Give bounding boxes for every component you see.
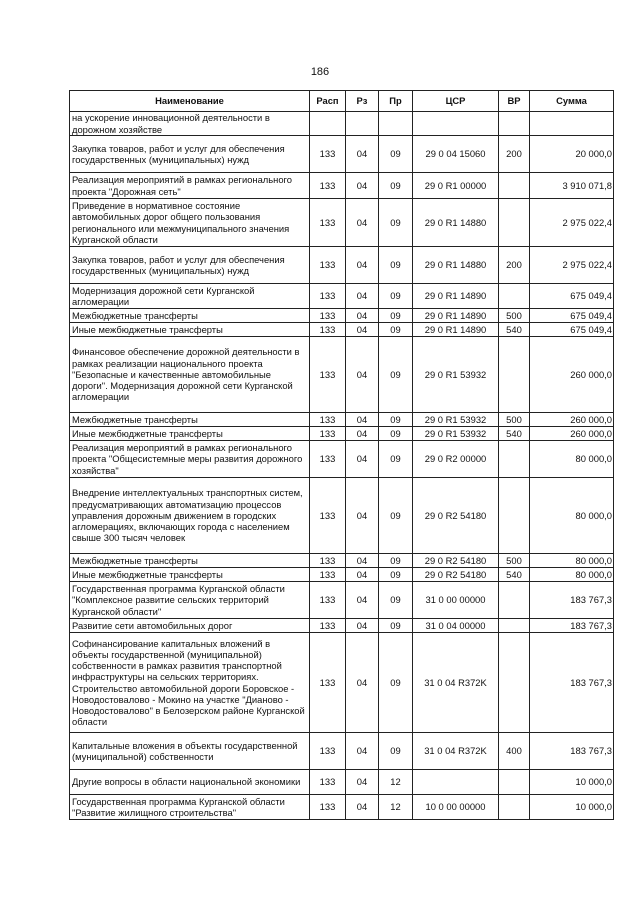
cell-rz [346,112,379,136]
cell-rasp: 133 [310,568,346,582]
cell-rasp: 133 [310,247,346,284]
table-row [70,337,614,413]
cell-sum: 10 000,0 [530,770,614,795]
cell-pr: 09 [379,199,413,247]
cell-csr: 29 0 R2 54180 [413,478,499,554]
header-vr: ВР [499,91,530,112]
cell-pr: 09 [379,173,413,199]
cell-csr: 29 0 R1 14890 [413,284,499,309]
table-row [70,173,614,199]
cell-vr [499,112,530,136]
cell-name: Приведение в нормативное состояние автомобильных дорог общего пользования регионального или межмуниципального значения Курганской области [70,199,310,247]
cell-name: Другие вопросы в области национальной экономики [70,770,310,795]
cell-pr: 09 [379,568,413,582]
cell-rz: 04 [346,568,379,582]
cell-pr: 09 [379,478,413,554]
cell-rz: 04 [346,633,379,733]
header-rasp: Расп [310,91,346,112]
table-row [70,284,614,309]
table-row [70,247,614,284]
cell-rasp: 133 [310,633,346,733]
cell-rasp: 133 [310,427,346,441]
cell-pr: 09 [379,441,413,478]
cell-pr: 09 [379,633,413,733]
cell-rasp [310,112,346,136]
cell-vr: 500 [499,309,530,323]
cell-vr [499,770,530,795]
table-row [70,582,614,619]
cell-name: Закупка товаров, работ и услуг для обеспечения государственных (муниципальных) нужд [70,136,310,173]
cell-sum: 3 910 071,8 [530,173,614,199]
cell-sum: 675 049,4 [530,309,614,323]
cell-rz: 04 [346,733,379,770]
cell-name: Модернизация дорожной сети Курганской агломерации [70,284,310,309]
cell-pr: 09 [379,733,413,770]
cell-rz: 04 [346,619,379,633]
cell-vr [499,582,530,619]
cell-vr: 200 [499,247,530,284]
cell-rz: 04 [346,284,379,309]
header-rz: Рз [346,91,379,112]
cell-rz: 04 [346,309,379,323]
cell-name: Государственная программа Курганской области "Развитие жилищного строительства" [70,795,310,820]
cell-name: Закупка товаров, работ и услуг для обеспечения государственных (муниципальных) нужд [70,247,310,284]
cell-vr [499,173,530,199]
table-row [70,478,614,554]
cell-sum: 2 975 022,4 [530,199,614,247]
cell-name: Внедрение интеллектуальных транспортных систем, предусматривающих автоматизацию процессов управления дорожным движением в городских агломерациях, включающих города с населением свыше 300 тысяч человек [70,478,310,554]
cell-csr [413,770,499,795]
cell-csr: 29 0 04 15060 [413,136,499,173]
table-row [70,199,614,247]
cell-csr: 31 0 04 R372K [413,633,499,733]
cell-vr [499,478,530,554]
cell-sum: 80 000,0 [530,478,614,554]
cell-pr: 09 [379,247,413,284]
header-pr: Пр [379,91,413,112]
cell-rasp: 133 [310,770,346,795]
header-name: Наименование [70,91,310,112]
cell-name: Капитальные вложения в объекты государственной (муниципальной) собственности [70,733,310,770]
cell-sum: 183 767,3 [530,582,614,619]
cell-pr: 12 [379,770,413,795]
cell-name: Реализация мероприятий в рамках регионального проекта "Общесистемные меры развития дорожного хозяйства" [70,441,310,478]
cell-vr [499,284,530,309]
table-row [70,633,614,733]
cell-rasp: 133 [310,173,346,199]
cell-rz: 04 [346,441,379,478]
table-row [70,441,614,478]
cell-rasp: 133 [310,619,346,633]
cell-csr: 10 0 00 00000 [413,795,499,820]
table-row [70,427,614,441]
cell-name: Развитие сети автомобильных дорог [70,619,310,633]
cell-name: Государственная программа Курганской области "Комплексное развитие сельских территорий Курганской области" [70,582,310,619]
cell-vr: 400 [499,733,530,770]
cell-rz: 04 [346,323,379,337]
cell-sum: 675 049,4 [530,284,614,309]
cell-csr: 29 0 R1 53932 [413,337,499,413]
cell-rasp: 133 [310,478,346,554]
cell-sum: 80 000,0 [530,441,614,478]
header-csr: ЦСР [413,91,499,112]
table-row [70,136,614,173]
cell-sum: 183 767,3 [530,619,614,633]
cell-rz: 04 [346,247,379,284]
cell-pr: 09 [379,582,413,619]
cell-vr: 540 [499,568,530,582]
cell-rz: 04 [346,173,379,199]
cell-rasp: 133 [310,582,346,619]
cell-sum [530,112,614,136]
cell-name: Иные межбюджетные трансферты [70,323,310,337]
cell-csr: 29 0 R1 53932 [413,427,499,441]
table-row [70,619,614,633]
cell-vr: 500 [499,554,530,568]
cell-pr: 09 [379,554,413,568]
cell-sum: 675 049,4 [530,323,614,337]
cell-name: на ускорение инновационной деятельности в дорожном хозяйстве [70,112,310,136]
cell-vr: 500 [499,413,530,427]
cell-rz: 04 [346,554,379,568]
cell-vr [499,795,530,820]
cell-pr: 09 [379,136,413,173]
budget-table [69,90,614,820]
cell-pr: 09 [379,427,413,441]
cell-rasp: 133 [310,323,346,337]
table-row [70,323,614,337]
cell-rasp: 133 [310,795,346,820]
cell-pr: 09 [379,337,413,413]
cell-csr: 29 0 R1 53932 [413,413,499,427]
cell-pr [379,112,413,136]
cell-name: Межбюджетные трансферты [70,554,310,568]
cell-vr: 540 [499,323,530,337]
table-row [70,568,614,582]
cell-pr: 09 [379,323,413,337]
cell-sum: 10 000,0 [530,795,614,820]
cell-name: Межбюджетные трансферты [70,309,310,323]
cell-rz: 04 [346,770,379,795]
cell-rz: 04 [346,199,379,247]
table-row [70,770,614,795]
cell-rasp: 133 [310,441,346,478]
cell-rasp: 133 [310,554,346,568]
cell-rasp: 133 [310,733,346,770]
cell-vr [499,441,530,478]
cell-vr [499,199,530,247]
cell-vr: 200 [499,136,530,173]
cell-rasp: 133 [310,199,346,247]
cell-pr: 09 [379,284,413,309]
cell-csr: 29 0 R2 54180 [413,554,499,568]
cell-sum: 80 000,0 [530,568,614,582]
table-row [70,309,614,323]
cell-vr [499,633,530,733]
cell-sum: 260 000,0 [530,413,614,427]
cell-csr: 31 0 04 R372K [413,733,499,770]
cell-vr [499,619,530,633]
cell-sum: 20 000,0 [530,136,614,173]
cell-sum: 183 767,3 [530,733,614,770]
table-row [70,733,614,770]
cell-sum: 2 975 022,4 [530,247,614,284]
page-number: 186 [310,66,330,78]
cell-rasp: 133 [310,136,346,173]
cell-name: Иные межбюджетные трансферты [70,427,310,441]
table-row [70,112,614,136]
table-row [70,795,614,820]
cell-sum: 260 000,0 [530,337,614,413]
cell-sum: 260 000,0 [530,427,614,441]
cell-csr: 31 0 00 00000 [413,582,499,619]
cell-pr: 09 [379,309,413,323]
cell-csr: 29 0 R2 54180 [413,568,499,582]
cell-name: Софинансирование капитальных вложений в объекты государственной (муниципальной) собственности в рамках развития транспортной инфраструктуры на сельских территориях. Строительство автомобильной дороги Боровское - Новодостовалово - Мокино на участке "Дианово - Новодостовалово" в Белозерском районе Курганской области [70,633,310,733]
cell-rasp: 133 [310,337,346,413]
cell-rasp: 133 [310,284,346,309]
cell-pr: 12 [379,795,413,820]
cell-rz: 04 [346,582,379,619]
cell-csr: 29 0 R1 14890 [413,323,499,337]
table-row [70,413,614,427]
cell-rasp: 133 [310,309,346,323]
cell-name: Реализация мероприятий в рамках регионального проекта "Дорожная сеть" [70,173,310,199]
cell-csr: 29 0 R2 00000 [413,441,499,478]
cell-vr [499,337,530,413]
cell-rz: 04 [346,337,379,413]
cell-name: Межбюджетные трансферты [70,413,310,427]
cell-name: Иные межбюджетные трансферты [70,568,310,582]
cell-csr [413,112,499,136]
header-sum: Сумма [530,91,614,112]
cell-rz: 04 [346,136,379,173]
table-header-row [70,91,614,112]
cell-pr: 09 [379,619,413,633]
cell-sum: 80 000,0 [530,554,614,568]
cell-sum: 183 767,3 [530,633,614,733]
cell-csr: 29 0 R1 14890 [413,309,499,323]
cell-rasp: 133 [310,413,346,427]
cell-name: Финансовое обеспечение дорожной деятельности в рамках реализации национального проекта "Безопасные и качественные автомобильные дороги". Модернизация дорожной сети Курганской агломерации [70,337,310,413]
cell-rz: 04 [346,478,379,554]
cell-csr: 29 0 R1 00000 [413,173,499,199]
cell-csr: 31 0 04 00000 [413,619,499,633]
table-row [70,554,614,568]
cell-pr: 09 [379,413,413,427]
cell-rz: 04 [346,795,379,820]
cell-csr: 29 0 R1 14880 [413,199,499,247]
cell-csr: 29 0 R1 14880 [413,247,499,284]
cell-rz: 04 [346,413,379,427]
cell-rz: 04 [346,427,379,441]
cell-vr: 540 [499,427,530,441]
